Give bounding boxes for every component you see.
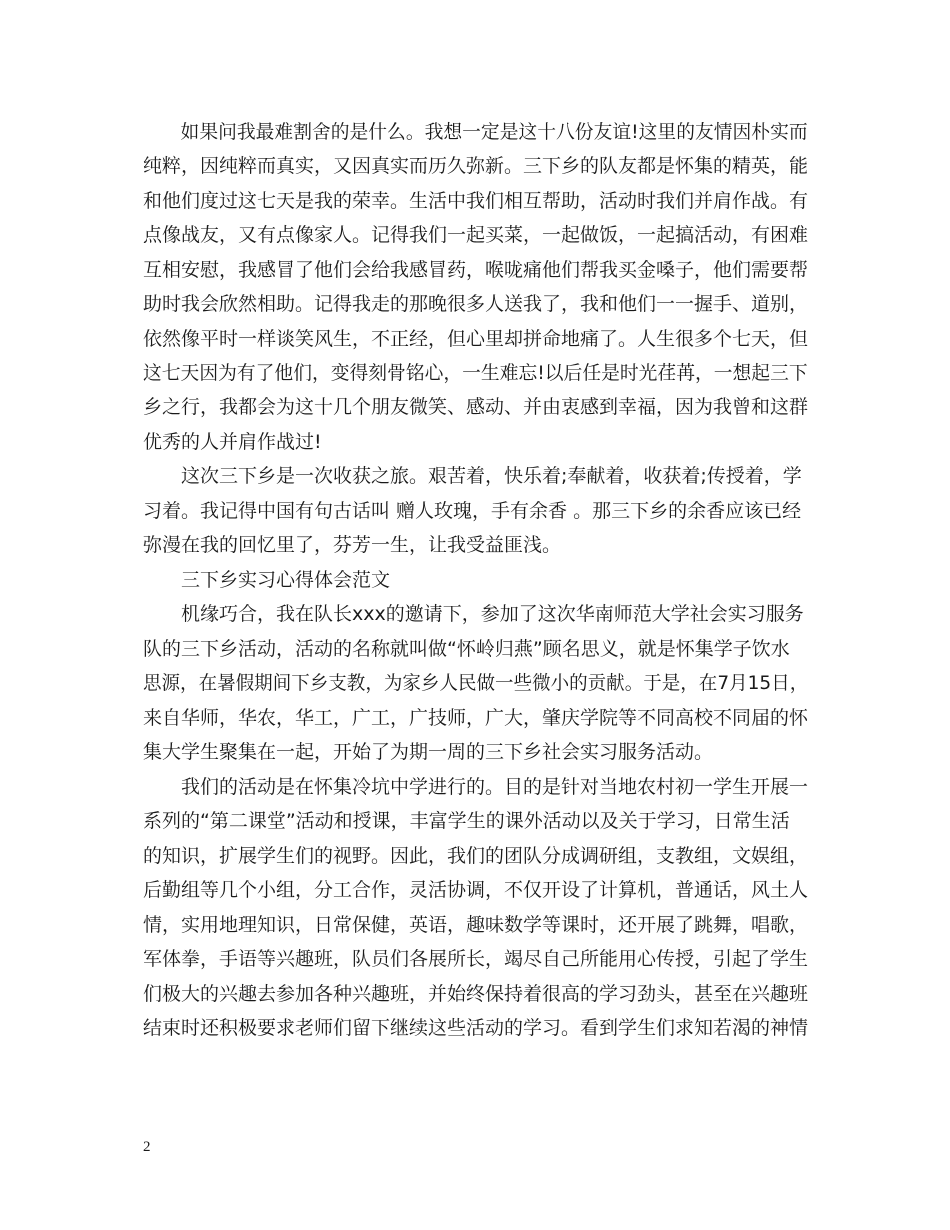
text-line: 来自华师，华农，华工，广工，广技师，广大，肇庆学院等不同高校不同届的怀 [143,707,809,729]
text-line: 的知识，扩展学生们的视野。因此，我们的团队分成调研组，支教组，文娱组， [143,845,809,867]
text-line: 纯粹，因纯粹而真实，又因真实而历久弥新。三下乡的队友都是怀集的精英，能 [143,155,809,177]
text-line: 乡之行，我都会为这十几个朋友微笑、感动、并由衷感到幸福，因为我曾和这群 [143,396,809,418]
text-line: 思源，在暑假期间下乡支教，为家乡人民做一些微小的贡献。于是，在7月15日， [143,672,809,694]
text-line: 习着。我记得中国有句古话叫 赠人玫瑰，手有余香 。那三下乡的余香应该已经 [143,500,802,522]
text-line: 后勤组等几个小组，分工合作，灵活协调，不仅开设了计算机，普通话，风土人 [143,879,809,901]
text-line: 我们的活动是在怀集冷坑中学进行的。目的是针对当地农村初一学生开展一 [143,776,809,798]
text-line: 互相安慰，我感冒了他们会给我感冒药，喉咙痛他们帮我买金嗓子，他们需要帮 [143,259,809,281]
text-line: 军体拳，手语等兴趣班，队员们各展所长，竭尽自己所能用心传授，引起了学生 [143,948,809,970]
text-line: 和他们度过这七天是我的荣幸。生活中我们相互帮助，活动时我们并肩作战。有 [143,190,809,212]
text-line: 情，实用地理知识，日常保健，英语，趣味数学等课时，还开展了跳舞，唱歌， [143,914,809,936]
text-line: 点像战友，又有点像家人。记得我们一起买菜，一起做饭，一起搞活动，有困难 [143,224,809,246]
text-line: 队的三下乡活动，活动的名称就叫做“怀岭归燕”顾名思义，就是怀集学子饮水 [143,638,790,660]
text-line: 这七天因为有了他们，变得刻骨铭心，一生难忘!以后任是时光荏苒，一想起三下 [143,362,808,384]
text-line: 机缘巧合，我在队长xxx的邀请下，参加了这次华南师范大学社会实习服务 [143,603,804,625]
text-line: 这次三下乡是一次收获之旅。艰苦着，快乐着;奉献着，收获着;传授着，学 [143,465,802,487]
text-line: 助时我会欣然相助。记得我走的那晚很多人送我了，我和他们一一握手、道别， [143,293,809,315]
text-line: 集大学生聚集在一起，开始了为期一周的三下乡社会实习服务活动。 [143,741,714,763]
text-line: 结束时还积极要求老师们留下继续这些活动的学习。看到学生们求知若渴的神情 [143,1017,809,1039]
text-line: 如果问我最难割舍的是什么。我想一定是这十八份友谊!这里的友情因朴实而 [143,121,808,143]
section-heading: 三下乡实习心得体会范文 [143,569,391,591]
text-line: 系列的“第二课堂”活动和授课，丰富学生的课外活动以及关于学习，日常生活 [143,810,790,832]
text-line: 们极大的兴趣去参加各种兴趣班，并始终保持着很高的学习劲头，甚至在兴趣班 [143,983,809,1005]
text-line: 依然像平时一样谈笑风生，不正经，但心里却拼命地痛了。人生很多个七天，但 [143,328,809,350]
text-line: 弥漫在我的回忆里了，芬芳一生，让我受益匪浅。 [143,534,562,556]
page-number: 2 [143,1139,151,1155]
text-line: 优秀的人并肩作战过! [143,431,322,453]
